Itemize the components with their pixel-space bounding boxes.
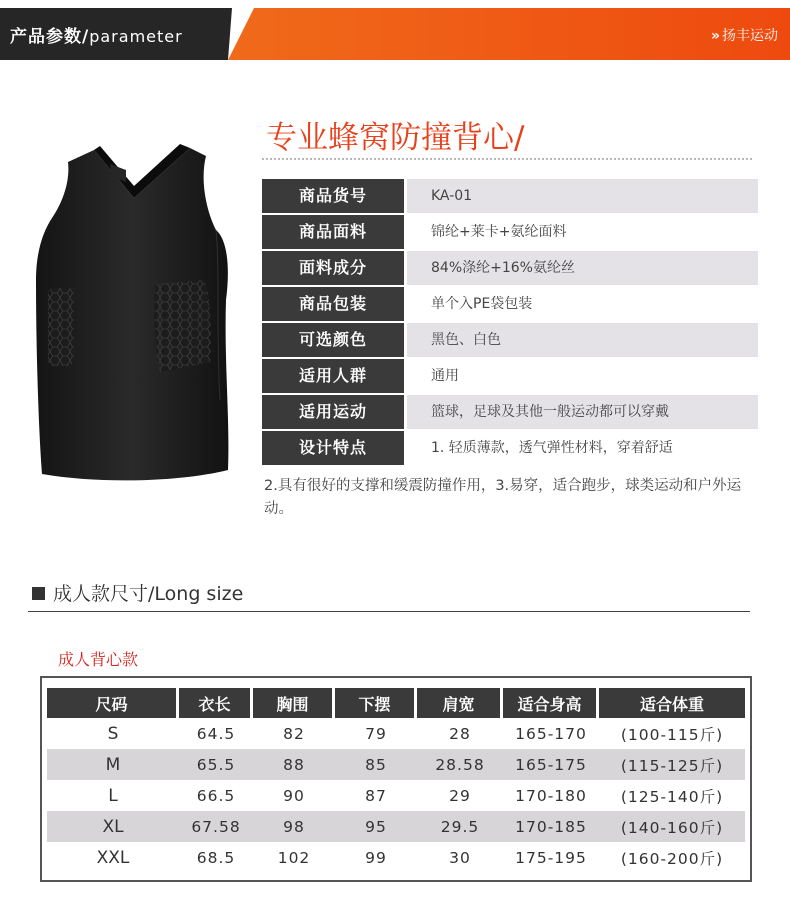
- column-header: 衣长: [179, 688, 253, 718]
- table-cell: 99: [365, 848, 387, 867]
- table-cell: 67.58: [179, 811, 253, 842]
- spec-value: 84%涤纶+16%氨纶丝: [407, 251, 758, 285]
- spec-key: 面料成分: [262, 251, 404, 285]
- spec-key: 可选颜色: [262, 323, 404, 357]
- table-cell: 170-180: [515, 786, 587, 805]
- brand-name: 扬丰运动: [722, 28, 778, 44]
- size-subtitle: 成人背心款: [58, 650, 139, 669]
- column-header: 胸围: [253, 688, 335, 718]
- column-header: 适合身高: [503, 688, 599, 718]
- size-label-cell: XXL: [96, 847, 130, 868]
- double-chevron-icon: »: [710, 28, 718, 44]
- spec-value: 通用: [407, 359, 758, 393]
- size-divider: [28, 611, 750, 612]
- table-cell: 68.5: [196, 848, 236, 867]
- table-cell: (160-200斤): [620, 849, 724, 868]
- header-banner: [0, 8, 790, 60]
- brand-link[interactable]: [711, 25, 778, 45]
- table-cell: 82: [283, 724, 305, 743]
- spec-key: 适用运动: [262, 395, 404, 429]
- square-bullet-icon: [32, 587, 45, 600]
- table-cell: 79: [365, 724, 387, 743]
- banner-orange-block: [228, 8, 790, 60]
- table-cell: 28.58: [417, 749, 503, 780]
- table-row: [47, 749, 745, 780]
- spec-value: 黑色、白色: [407, 323, 758, 357]
- spec-table: [262, 179, 758, 467]
- spec-row: [262, 431, 758, 467]
- size-label-cell: M: [47, 749, 179, 780]
- spec-key: 适用人群: [262, 359, 404, 393]
- table-cell: 95: [335, 811, 417, 842]
- column-header: 适合体重: [599, 688, 745, 718]
- table-cell: 90: [283, 786, 305, 805]
- spec-row: [262, 395, 758, 431]
- spec-value: 锦纶+莱卡+氨纶面料: [407, 215, 758, 249]
- table-cell: 170-185: [503, 811, 599, 842]
- table-cell: (125-140斤): [620, 787, 724, 806]
- size-label-cell: S: [107, 723, 119, 744]
- title-divider: [262, 158, 752, 160]
- table-cell: 29: [449, 786, 471, 805]
- spec-key: 商品面料: [262, 215, 404, 249]
- banner-title-en: parameter: [89, 27, 183, 46]
- size-table: [47, 688, 745, 873]
- column-header: 尺码: [47, 688, 179, 718]
- table-cell: 65.5: [179, 749, 253, 780]
- product-vest-image: [30, 140, 245, 485]
- spec-value: KA-01: [407, 179, 758, 213]
- spec-continuation: 2.具有很好的支撑和缓震防撞作用，3.易穿，适合跑步，球类运动和户外运动。: [264, 478, 742, 517]
- spec-row: [262, 215, 758, 251]
- spec-row: [262, 179, 758, 215]
- spec-row: [262, 287, 758, 323]
- spec-value: 单个入PE袋包装: [407, 287, 758, 321]
- spec-value: 篮球，足球及其他一般运动都可以穿戴: [407, 395, 758, 429]
- size-heading-text: 成人款尺寸/Long size: [53, 583, 244, 605]
- table-cell: 66.5: [196, 786, 236, 805]
- size-section-heading: [32, 579, 243, 606]
- spec-row: [262, 359, 758, 395]
- table-cell: 165-170: [515, 724, 587, 743]
- table-row: [47, 780, 745, 811]
- table-cell: 102: [277, 848, 311, 867]
- table-cell: 28: [449, 724, 471, 743]
- size-table-frame: [40, 676, 752, 882]
- table-row: [47, 718, 745, 749]
- spec-key: 商品货号: [262, 179, 404, 213]
- table-row: [47, 811, 745, 842]
- table-cell: 175-195: [515, 848, 587, 867]
- spec-row: [262, 323, 758, 359]
- table-cell: 85: [335, 749, 417, 780]
- banner-title: [10, 22, 183, 47]
- table-cell: 29.5: [417, 811, 503, 842]
- table-cell: 64.5: [196, 724, 236, 743]
- spec-key: 商品包装: [262, 287, 404, 321]
- spec-key: 设计特点: [262, 431, 404, 465]
- size-label-cell: L: [108, 785, 118, 806]
- table-cell: 98: [253, 811, 335, 842]
- table-row: [47, 842, 745, 873]
- size-table-header: [47, 688, 745, 718]
- table-cell: 30: [449, 848, 471, 867]
- table-cell: (100-115斤): [620, 725, 724, 744]
- table-cell: (140-160斤): [599, 811, 745, 842]
- column-header: 肩宽: [417, 688, 503, 718]
- table-cell: (115-125斤): [599, 749, 745, 780]
- product-title: 专业蜂窝防撞背心/: [266, 120, 525, 156]
- table-cell: 88: [253, 749, 335, 780]
- spec-value: 1. 轻质薄款，透气弹性材料，穿着舒适: [407, 431, 758, 465]
- size-label-cell: XL: [47, 811, 179, 842]
- table-cell: 165-175: [503, 749, 599, 780]
- table-cell: 87: [365, 786, 387, 805]
- column-header: 下摆: [335, 688, 417, 718]
- spec-row: [262, 251, 758, 287]
- banner-title-cn: 产品参数/: [10, 27, 90, 47]
